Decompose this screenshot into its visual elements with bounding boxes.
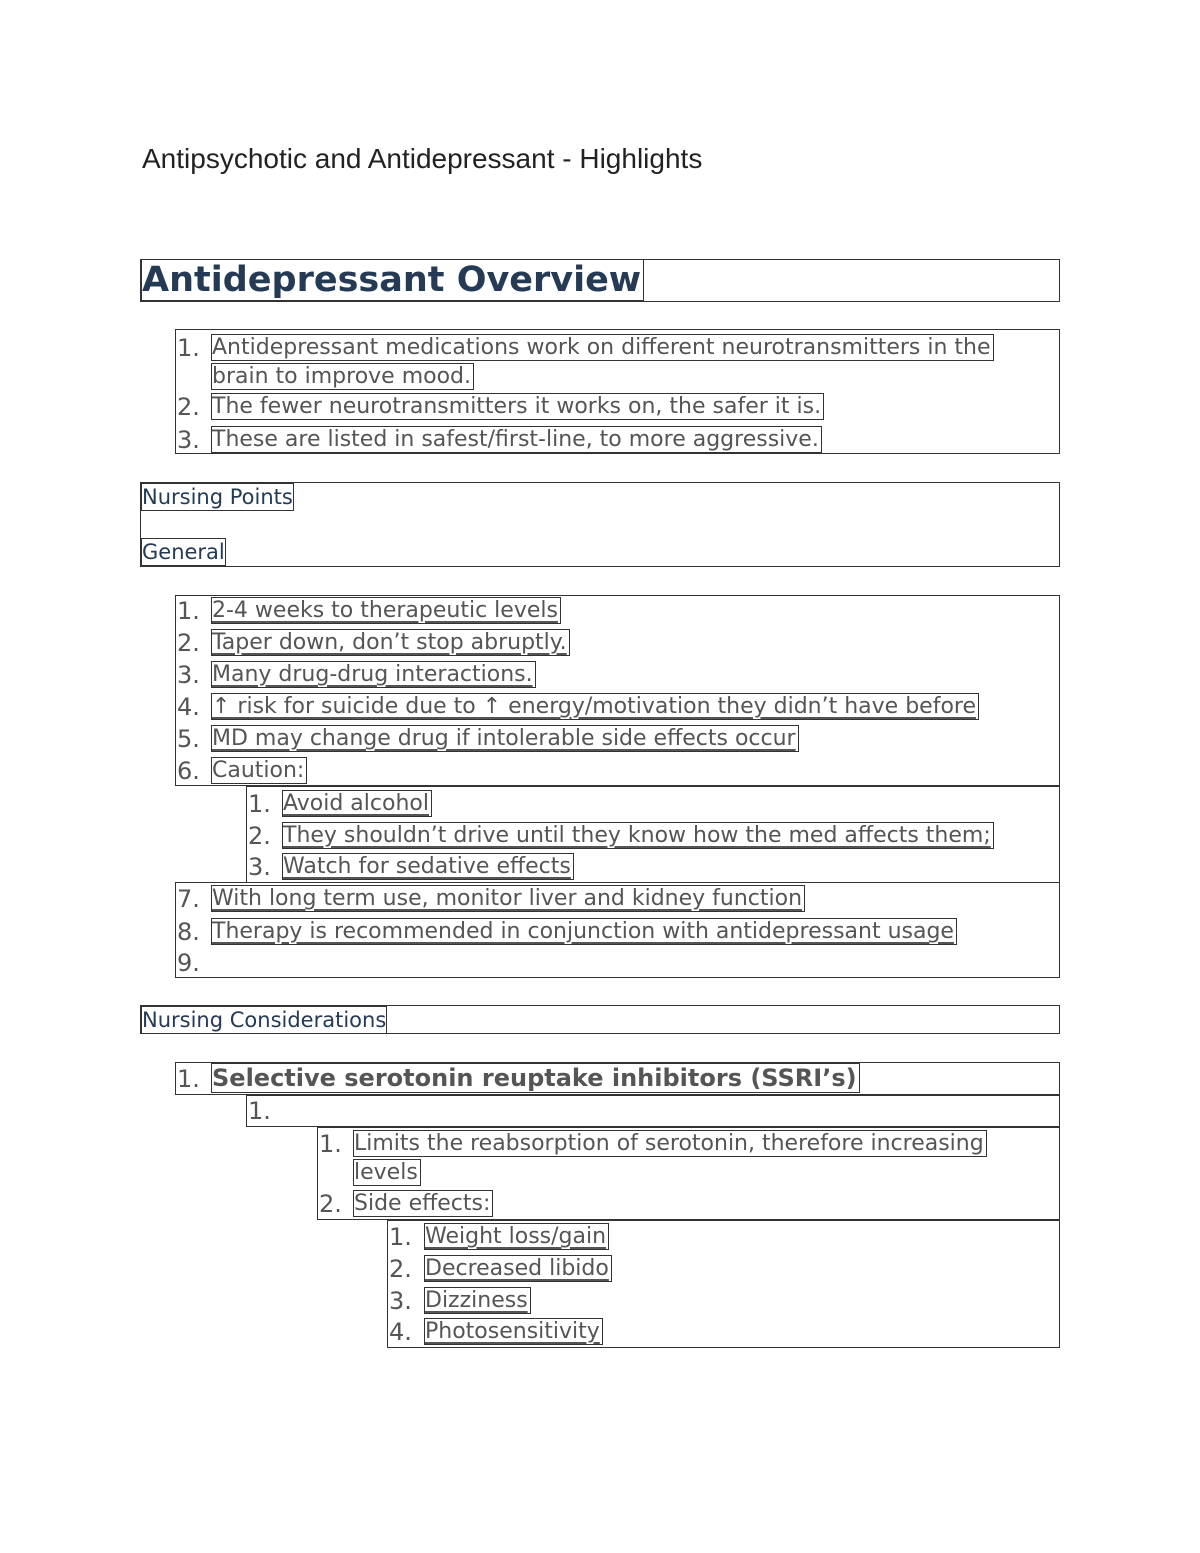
list-number: 8.	[177, 918, 200, 946]
list-number: 1.	[177, 597, 200, 625]
nursing-point-4-text: ↑ risk for suicide due to ↑ energy/motivation they didn’t have before	[211, 693, 979, 720]
nursing-point-3	[211, 661, 536, 689]
list-number: 3.	[248, 853, 271, 881]
nursing-point-5	[211, 725, 799, 753]
nursing-point-6-text: Caution:	[211, 757, 307, 784]
nursing-point-7	[211, 885, 805, 913]
ssri-detail-2	[353, 1190, 493, 1218]
document-title: Antipsychotic and Antidepressant - Highlights	[142, 143, 703, 174]
caution-item-2	[282, 822, 994, 850]
side-effect-3-text: Dizziness	[424, 1287, 531, 1314]
nursing-point-6	[211, 757, 307, 785]
list-number: 2.	[248, 822, 271, 850]
overview-heading: Antidepressant Overview	[141, 259, 644, 301]
list-number: 1.	[177, 334, 200, 362]
list-number: 3.	[177, 661, 200, 689]
nursing-points-heading: Nursing Points	[142, 485, 293, 509]
nursing-point-4	[211, 693, 979, 721]
overview-item-1-line2: brain to improve mood.	[211, 363, 474, 390]
list-number: 1.	[248, 1097, 271, 1125]
nursing-point-2-text: Taper down, don’t stop abruptly.	[211, 629, 570, 656]
nursing-point-7-text: With long term use, monitor liver and kidney function	[211, 885, 805, 912]
general-subheading: General	[142, 540, 225, 564]
list-number: 6.	[177, 757, 200, 785]
overview-item-2-text: The fewer neurotransmitters it works on, the safer it is.	[211, 393, 824, 420]
caution-item-3-text: Watch for sedative effects	[282, 853, 574, 880]
nursing-point-1	[211, 597, 561, 625]
overview-item-1-line1: Antidepressant medications work on different neurotransmitters in the	[211, 334, 994, 361]
ssri-sub-frame	[246, 1095, 1060, 1127]
nursing-considerations-heading: Nursing Considerations	[142, 1008, 387, 1032]
list-number: 1.	[319, 1130, 342, 1158]
nursing-point-5-text: MD may change drug if intolerable side effects occur	[211, 725, 799, 752]
list-number: 4.	[389, 1318, 412, 1346]
list-number: 3.	[389, 1287, 412, 1315]
overview-item-1	[211, 334, 994, 362]
list-number: 4.	[177, 693, 200, 721]
nursing-point-8	[211, 918, 957, 946]
list-number: 1.	[248, 790, 271, 818]
nursing-point-2	[211, 629, 570, 657]
side-effect-4	[424, 1318, 603, 1346]
list-number: 3.	[177, 426, 200, 454]
list-number: 7.	[177, 885, 200, 913]
side-effect-2	[424, 1255, 612, 1283]
ssri-detail-1-cont	[353, 1159, 421, 1187]
nursing-point-8-text: Therapy is recommended in conjunction with antidepressant usage	[211, 918, 957, 945]
caution-item-1	[282, 790, 432, 818]
list-number: 1.	[389, 1223, 412, 1251]
ssri-item	[211, 1064, 860, 1094]
side-effect-3	[424, 1287, 531, 1315]
ssri-detail-1-line1: Limits the reabsorption of serotonin, therefore increasing	[353, 1130, 987, 1157]
ssri-detail-2-text: Side effects:	[353, 1190, 493, 1217]
list-number: 2.	[177, 393, 200, 421]
list-number: 1.	[177, 1065, 200, 1093]
side-effect-1-text: Weight loss/gain	[424, 1223, 609, 1250]
overview-item-3-text: These are listed in safest/first-line, to more aggressive.	[211, 426, 822, 453]
caution-item-3	[282, 853, 574, 881]
list-number: 2.	[389, 1255, 412, 1283]
caution-item-2-text: They shouldn’t drive until they know how the med affects them;	[282, 822, 994, 849]
side-effect-4-text: Photosensitivity	[424, 1318, 603, 1345]
caution-item-1-text: Avoid alcohol	[282, 790, 432, 817]
list-number: 2.	[319, 1190, 342, 1218]
ssri-detail-1-line2: levels	[353, 1159, 421, 1186]
overview-item-2	[211, 393, 824, 421]
side-effect-2-text: Decreased libido	[424, 1255, 612, 1282]
list-number: 9.	[177, 949, 200, 977]
overview-item-3	[211, 426, 822, 454]
ssri-item-text: Selective serotonin reuptake inhibitors (SSRI’s)	[211, 1063, 860, 1093]
list-number: 5.	[177, 725, 200, 753]
list-number: 2.	[177, 629, 200, 657]
ssri-detail-1	[353, 1130, 987, 1158]
nursing-point-1-text: 2-4 weeks to therapeutic levels	[211, 597, 561, 624]
nursing-point-3-text: Many drug-drug interactions.	[211, 661, 536, 688]
overview-item-1-cont	[211, 363, 474, 391]
side-effect-1	[424, 1223, 609, 1251]
